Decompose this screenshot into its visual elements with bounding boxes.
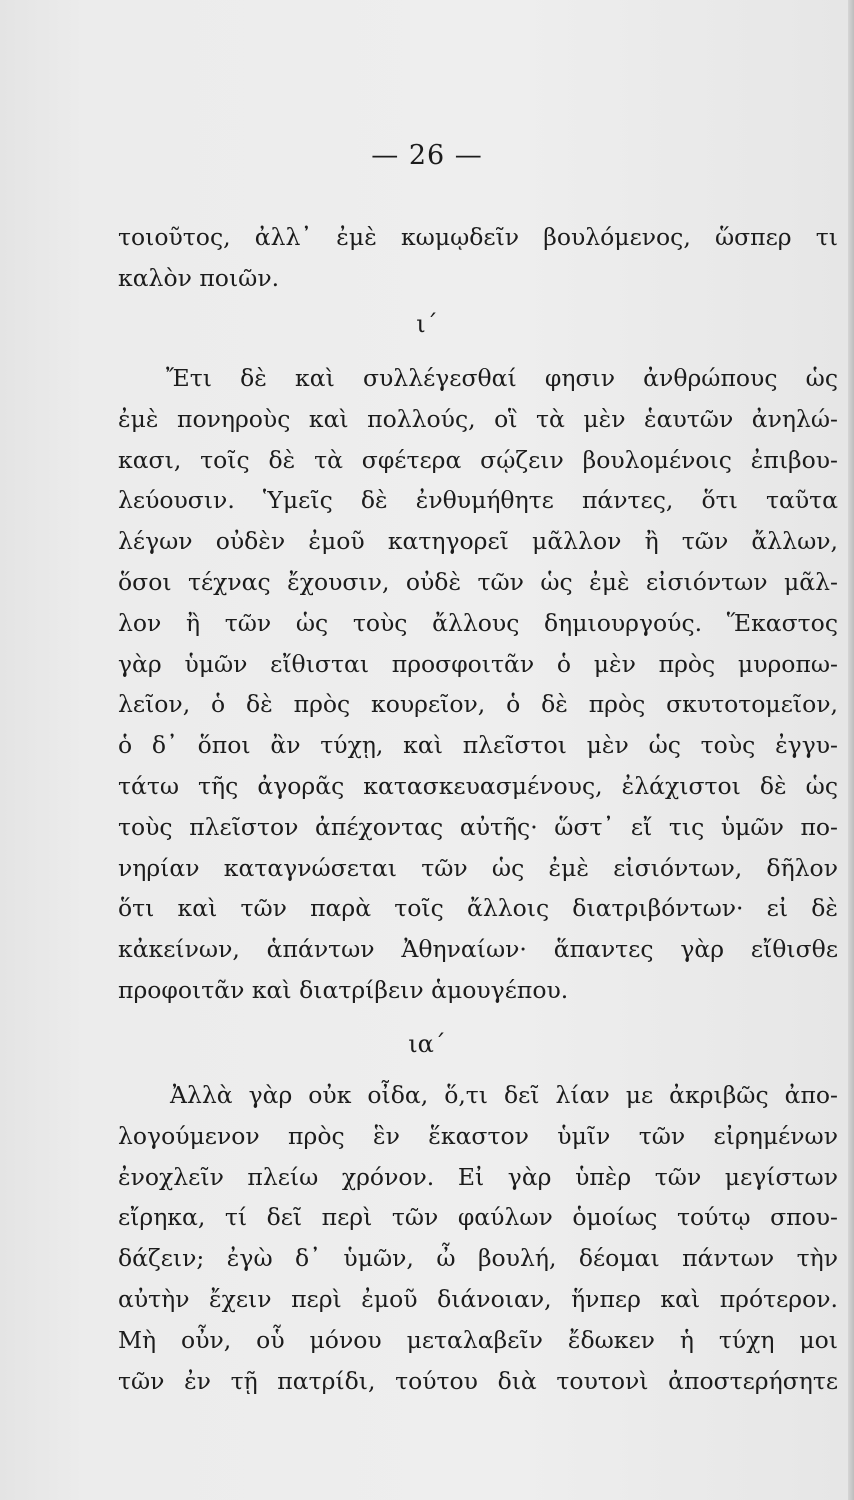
- text-line: λεύουσιν. Ὑμεῖς δὲ ἐνθυμήθητε πάντες, ὅτι ταῦτα: [118, 486, 838, 515]
- text-line: τοιοῦτος, ἀλλ᾽ ἐμὲ κωμῳδεῖν βουλόμενος, ὥσπερ τι: [118, 223, 838, 251]
- text-line: ὁ δ᾽ ὅποι ἂν τύχῃ, καὶ πλεῖστοι μὲν ὡς τοὺς ἐγγυ-: [118, 731, 838, 760]
- paragraph-section-10: [118, 358, 838, 1011]
- text-line: αὐτὴν ἔχειν περὶ ἐμοῦ διάνοιαν, ἥνπερ καὶ πρότερον.: [118, 1284, 838, 1313]
- paragraph-section-11: [118, 1075, 838, 1401]
- text-line: Ἔτι δὲ καὶ συλλέγεσθαί φησιν ἀνθρώπους ὡς: [166, 364, 838, 392]
- section-heading-10: ι΄: [416, 310, 438, 338]
- text-line: δάζειν; ἐγὼ δ᾽ ὑμῶν, ὦ βουλή, δέομαι πάντων τὴν: [118, 1244, 838, 1273]
- text-line: λεῖον, ὁ δὲ πρὸς κουρεῖον, ὁ δὲ πρὸς σκυτοτομεῖον,: [118, 690, 838, 719]
- text-line: νηρίαν καταγνώσεται τῶν ὡς ἐμὲ εἰσιόντων, δῆλον: [118, 853, 838, 882]
- page-number: — 26 —: [371, 140, 483, 171]
- text-line: κασι, τοῖς δὲ τὰ σφέτερα σῴζειν βουλομένοις ἐπιβου-: [118, 445, 838, 474]
- text-line: τῶν ἐν τῇ πατρίδι, τούτου διὰ τουτονὶ ἀποστερήσητε: [118, 1366, 838, 1395]
- text-line: λον ἢ τῶν ὡς τοὺς ἄλλους δημιουργούς. Ἕκαστος: [118, 608, 838, 637]
- text-line: κἀκείνων, ἁπάντων Ἀθηναίων· ἅπαντες γὰρ εἴθισθε: [118, 935, 838, 964]
- text-line: καλὸν ποιῶν.: [118, 263, 280, 292]
- text-line: λέγων οὐδὲν ἐμοῦ κατηγορεῖ μᾶλλον ἢ τῶν ἄλλων,: [118, 527, 838, 556]
- text-line: προφοιτᾶν καὶ διατρίβειν ἁμουγέπου.: [118, 975, 569, 1004]
- text-line: ἐμὲ πονηροὺς καὶ πολλούς, οἳ τὰ μὲν ἑαυτῶν ἀνηλώ-: [118, 404, 838, 433]
- paragraph-continuation: [118, 217, 838, 299]
- page-edge: [848, 0, 854, 1500]
- text-line: Ἀλλὰ γὰρ οὐκ οἶδα, ὅ,τι δεῖ λίαν με ἀκριβῶς ἀπο-: [170, 1081, 838, 1109]
- text-line: ὅτι καὶ τῶν παρὰ τοῖς ἄλλοις διατριβόντων· εἰ δὲ: [118, 894, 838, 923]
- text-line: ὅσοι τέχνας ἔχουσιν, οὐδὲ τῶν ὡς ἐμὲ εἰσιόντων μᾶλ-: [118, 567, 838, 596]
- text-line: τάτω τῆς ἀγορᾶς κατασκευασμένους, ἐλάχιστοι δὲ ὡς: [118, 771, 838, 800]
- text-line: εἴρηκα, τί δεῖ περὶ τῶν φαύλων ὁμοίως τούτῳ σπου-: [118, 1203, 838, 1232]
- text-line: λογούμενον πρὸς ἓν ἕκαστον ὑμῖν τῶν εἰρημένων: [118, 1121, 838, 1150]
- section-heading-11: ια΄: [408, 1030, 446, 1058]
- text-line: τοὺς πλεῖστον ἀπέχοντας αὐτῆς· ὥστ᾽ εἴ τις ὑμῶν πο-: [118, 812, 838, 841]
- text-line: ἐνοχλεῖν πλείω χρόνον. Εἰ γὰρ ὑπὲρ τῶν μεγίστων: [118, 1162, 838, 1191]
- text-line: Μὴ οὖν, οὗ μόνου μεταλαβεῖν ἔδωκεν ἡ τύχη μοι: [118, 1325, 838, 1354]
- text-line: γὰρ ὑμῶν εἴθισται προσφοιτᾶν ὁ μὲν πρὸς μυροπω-: [118, 649, 838, 678]
